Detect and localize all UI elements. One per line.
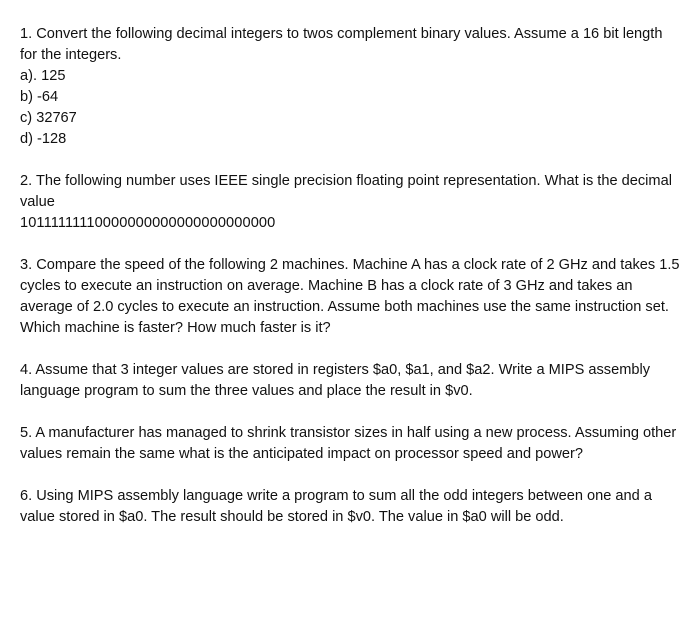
question-1-items xyxy=(20,66,680,150)
question-6 xyxy=(20,486,680,528)
question-1-item-a: a). 125 xyxy=(20,68,66,84)
question-1-item-c: c) 32767 xyxy=(20,110,77,126)
question-1 xyxy=(20,24,680,150)
question-4-text: 4. Assume that 3 integer values are stored in registers $a0, $a1, and $a2. Write a MIPS assembly language program to sum the three values and place the result in $v0. xyxy=(20,362,651,399)
question-5 xyxy=(20,423,680,465)
question-3-text: 3. Compare the speed of the following 2 machines. Machine A has a clock rate of 2 GHz and takes 1.5 cycles to execute an instruction on average. Machine B has a clock rate of 3 GHz and takes an average of 2.0 cycles to execute an instruction. Assume both machines use the same instruction set. Which machine is faster? How much faster is it? xyxy=(20,257,680,336)
question-4 xyxy=(20,360,680,402)
question-1-text: 1. Convert the following decimal integers to twos complement binary values. Assume a 16 bit length for the integers. xyxy=(20,26,663,63)
question-1-item-d: d) -128 xyxy=(20,131,67,147)
question-5-text: 5. A manufacturer has managed to shrink transistor sizes in half using a new process. Assuming other values remain the same what is the anticipated impact on processor speed and power? xyxy=(20,425,677,462)
question-3 xyxy=(20,255,680,339)
question-6-text: 6. Using MIPS assembly language write a program to sum all the odd integers between one and a value stored in $a0. The result should be stored in $v0. The value in $a0 will be odd. xyxy=(20,488,652,525)
question-2-text: 2. The following number uses IEEE single precision floating point representation. What is the decimal value xyxy=(20,173,672,210)
question-1-item-b: b) -64 xyxy=(20,89,59,105)
question-2 xyxy=(20,171,680,234)
question-2-binary-value: 10111111110000000000000000000000 xyxy=(20,215,276,231)
